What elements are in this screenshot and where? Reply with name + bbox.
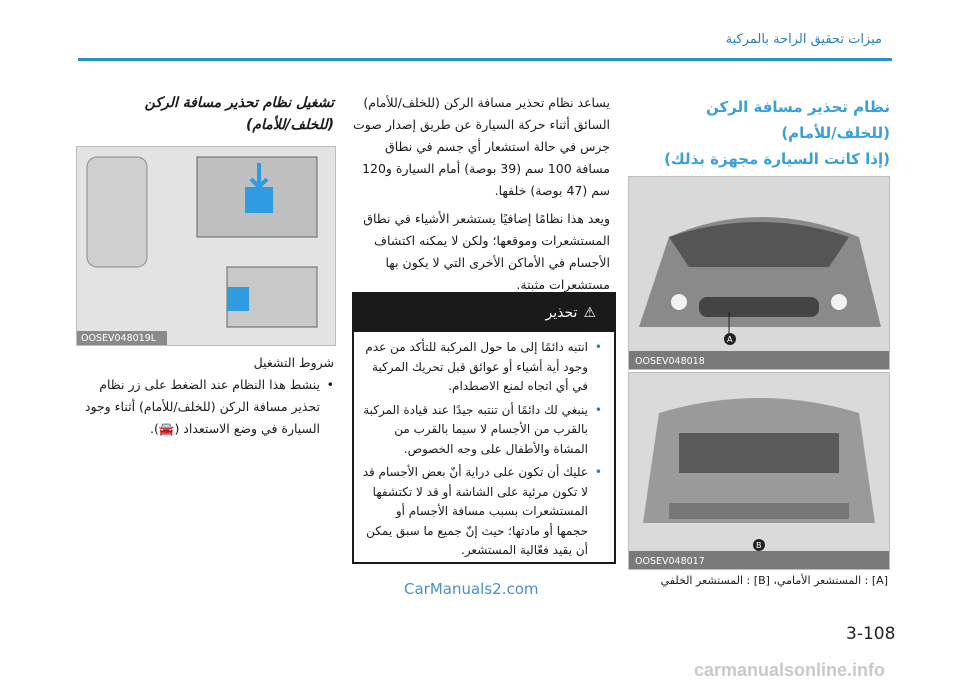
page-number: 3-108 — [846, 624, 896, 644]
heading-line-1: تشغيل نظام تحذير مسافة الركن — [144, 95, 334, 111]
header-rule — [78, 58, 892, 61]
photo-b-caption: OOSEV048017 — [635, 556, 705, 567]
photo-a-caption: OOSEV048018 — [635, 356, 705, 367]
switch-panel-illustration — [77, 147, 335, 345]
parking-warning-heading — [632, 94, 890, 172]
conditions-title: شروط التشغيل — [253, 355, 334, 370]
warning-item: • عليك أن تكون على دراية أنّ بعض الأجسام قد لا تكون مرئية على الشاشة أو قد لا تكتشفها المستشعرات بسبب مسافة الأجسام أو حجمها أو مادتها؛ حيث إنّ جميع ما سبق يمكن أن يقيد فعّالية المستشعر. — [362, 463, 602, 561]
warning-title: تحذير — [545, 305, 578, 321]
operation-heading — [76, 92, 334, 136]
rear-car-illustration — [629, 373, 889, 569]
heading-line-2: (للخلف/للأمام) — [781, 124, 890, 142]
warning-item: • انتبه دائمًا إلى ما حول المركبة للتأكد من عدم وجود أية أشياء أو عوائق قبل تحريك المركبة في أي اتجاه لمنع الاصطدام. — [362, 338, 602, 397]
front-car-photo — [628, 176, 890, 370]
watermark-text: CarManuals2.com — [404, 580, 539, 598]
heading-line-3: (إذا كانت السيارة مجهزة بذلك) — [664, 150, 890, 168]
sensor-a-label: A — [727, 335, 733, 344]
sensor-legend: [A] : المستشعر الأمامي، [B] : المستشعر الخلفي — [660, 574, 888, 587]
operating-conditions — [76, 352, 334, 440]
switch-photo-caption: OOSEV048019L — [81, 333, 157, 344]
rear-car-photo — [628, 372, 890, 570]
heading-line-2: (للخلف/للأمام) — [245, 117, 334, 133]
switch-panel-photo — [76, 146, 336, 346]
footer-brand: carmanualsonline.info — [694, 660, 886, 680]
conditions-item: • ينشط هذا النظام عند الضغط على زر نظام تحذير مسافة الركن (للخلف/للأمام) أثناء وجود السيارة في وضع الاستعداد (🚘). — [76, 374, 334, 440]
warning-header — [354, 294, 614, 332]
warning-triangle-icon: ⚠ — [583, 305, 596, 321]
warning-box — [352, 292, 616, 564]
section-header-title: ميزات تحقيق الراحة بالمركبة — [725, 32, 882, 47]
warning-item: • ينبغي لك دائمًا أن تنتبه جيدًا عند قيادة المركبة بالقرب من الأجسام لا سيما بالقرب من المشاة والأطفال على وجه الخصوص. — [362, 401, 602, 460]
front-car-illustration — [629, 177, 889, 369]
heading-line-1: نظام تحذير مسافة الركن — [705, 98, 890, 116]
middle-body-text — [352, 92, 610, 296]
warning-body — [362, 338, 602, 565]
paragraph-1: يساعد نظام تحذير مسافة الركن (للخلف/للأمام) السائق أثناء حركة السيارة عن طريق إصدار صوت جرس في حالة استشعار أي جسم في نطاق مسافة 100 سم (39 بوصة) أمام السيارة و120 سم (47 بوصة) خلفها. — [353, 95, 610, 198]
paragraph-2: ويعد هذا نظامًا إضافيًا يستشعر الأشياء في نطاق المستشعرات وموقعها؛ ولكن لا يمكنه اكتشاف الأجسام في الأماكن الأخرى التي لا يكون بها مستشعرات مثبتة. — [363, 211, 610, 292]
sensor-b-label: B — [756, 541, 762, 550]
